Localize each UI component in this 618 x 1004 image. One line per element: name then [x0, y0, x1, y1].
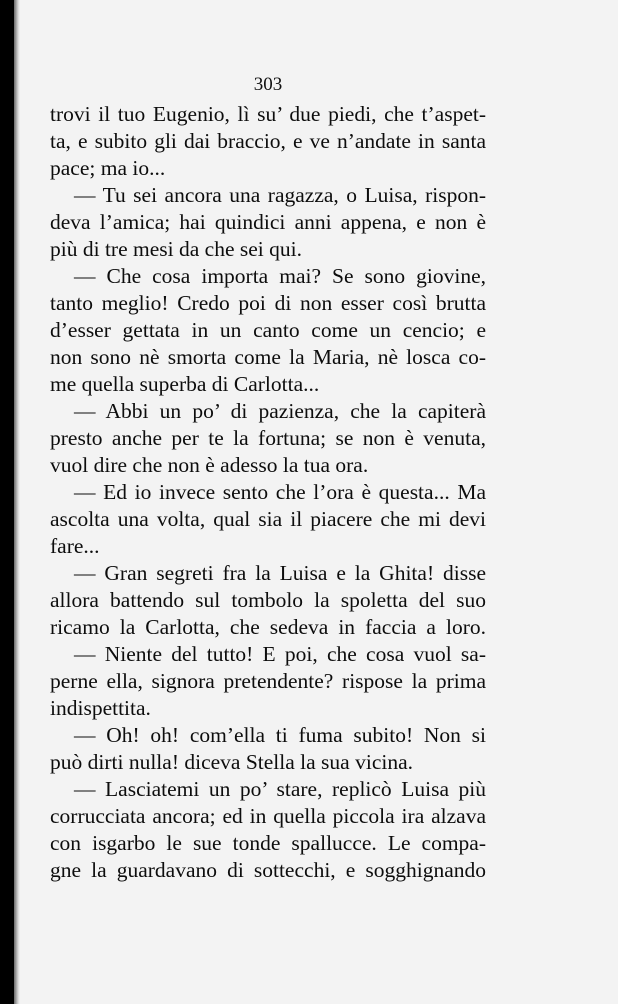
text-line: presto anche per te la fortuna; se non è venuta, [50, 426, 486, 450]
text-line: — Lasciatemi un po’ stare, replicò Luisa più [74, 777, 486, 801]
text-line: perne ella, signora pretendente? rispose la prima [50, 669, 486, 693]
text-line: può dirti nulla! diceva Stella la sua vicina. [50, 750, 414, 774]
page-gutter [14, 0, 20, 1004]
text-line: indispettita. [50, 696, 151, 720]
text-line: ta, e subito gli dai braccio, e ve n’andate in santa [50, 129, 486, 153]
text-line: — Che cosa importa mai? Se sono giovine, [74, 264, 486, 288]
book-spine-shadow [0, 0, 14, 1004]
text-line: corrucciata ancora; ed in quella piccola ira alzava [50, 804, 486, 828]
text-line: — Oh! oh! com’ella ti fuma subito! Non si [74, 723, 486, 747]
text-line: deva l’amica; hai quindici anni appena, e non è [50, 210, 486, 234]
text-line: gne la guardavano di sottecchi, e sogghignando [50, 858, 486, 882]
text-line: pace; ma io... [50, 156, 166, 180]
page-number: 303 [253, 74, 283, 95]
text-line: con isgarbo le sue tonde spallucce. Le compa- [50, 831, 486, 855]
text-line: ascolta una volta, qual sia il piacere che mi devi [50, 507, 486, 531]
text-line: — Gran segreti fra la Luisa e la Ghita! disse [74, 561, 486, 585]
text-line: non sono nè smorta come la Maria, nè losca co- [50, 345, 486, 369]
text-line: — Niente del tutto! E poi, che cosa vuol sa- [74, 642, 486, 666]
text-line: vuol dire che non è adesso la tua ora. [50, 453, 369, 477]
text-line: — Tu sei ancora una ragazza, o Luisa, rispon- [74, 183, 486, 207]
text-line: allora battendo sul tombolo la spoletta del suo [50, 588, 486, 612]
text-line: — Abbi un po’ di pazienza, che la capiterà [74, 399, 486, 423]
text-line: — Ed io invece sento che l’ora è questa... Ma [74, 480, 486, 504]
text-line: d’esser gettata in un canto come un cencio; e [50, 318, 486, 342]
text-line: più di tre mesi da che sei qui. [50, 237, 302, 261]
text-line: trovi il tuo Eugenio, lì su’ due piedi, che t’aspet- [50, 102, 486, 126]
text-line: me quella superba di Carlotta... [50, 372, 320, 396]
text-line: fare... [50, 534, 100, 558]
text-line: ricamo la Carlotta, che sedeva in faccia a loro. [50, 615, 486, 639]
text-line: tanto meglio! Credo poi di non esser così brutta [50, 291, 486, 315]
